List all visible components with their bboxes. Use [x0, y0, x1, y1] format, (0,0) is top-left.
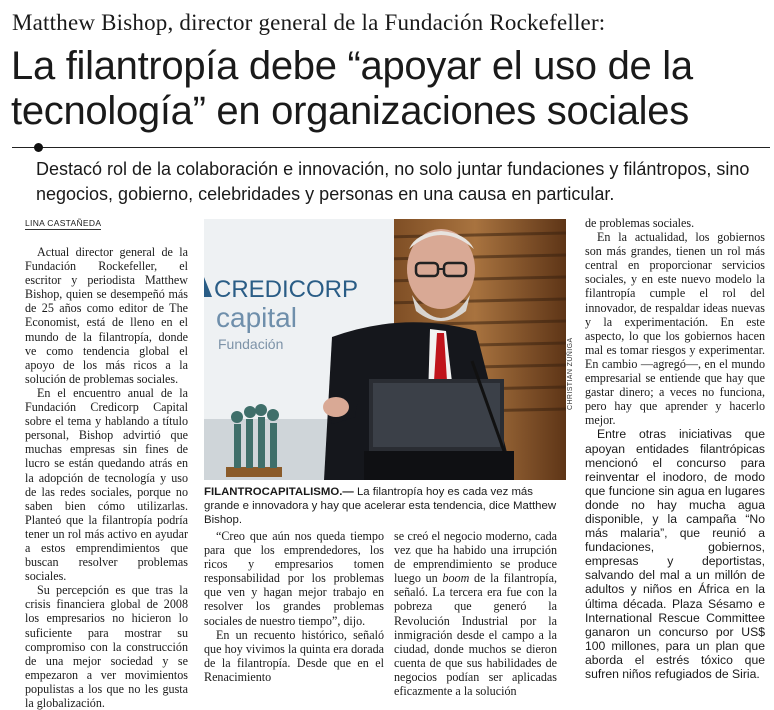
article-kicker: Matthew Bishop, director general de la Fundación Rockefeller: — [12, 10, 606, 35]
paragraph: En la actualidad, los gobiernos son más grandes, tienen un rol más central en proporcionar servicios sociales, y en este nuevo modelo la filantropía cumple el rol del innovador, de respaldar ideas nuevas y la experimentación. En este aspecto, lo que los gobiernos hacen mal es tomar riesgos y experimentar. En cambio —agregó—, en el mundo empresarial se entiende que hay que gastar dinero; a veces no funciona, pero hay que aprender y hacerlo mejor. — [585, 230, 765, 428]
column-2 — [204, 529, 384, 684]
caption-label: FILANTROCAPITALISMO.— — [204, 486, 354, 498]
sign-sub: capital — [216, 302, 297, 333]
rule-bullet-icon — [34, 143, 43, 152]
paragraph-emphasis: boom — [442, 571, 470, 586]
sign-foundation: Fundación — [218, 336, 284, 352]
paragraph: “Creo que aún nos queda tiempo para que los emprendedores, los ricos y empresarios tomen responsabilidad por los problemas que ven y hagan mejor trabajo en resolver los grandes problemas sociales de nuestro tiempo”, dijo. — [204, 529, 384, 628]
paragraph: Su percepción es que tras la crisis financiera global de 2008 los empresarios no hicieron lo suficiente para mostrar su compromiso con la construcción de una mejor sociedad y se empezaron a ver movimientos populistas a los que no les gusta la globalización. — [25, 583, 188, 710]
column-4 — [585, 216, 765, 681]
caption-text: La filantropía hoy es cada vez más grande e innovadora y hay que acelerar esta tendencia, dice Matthew Bishop. — [204, 486, 557, 526]
article-photo — [204, 219, 566, 480]
article-deck: Destacó rol de la colaboración e innovación, no solo juntar fundaciones y filántropos, sino negocios, gobierno, celebridades y personas en una causa en particular. — [36, 159, 750, 204]
column-3 — [394, 529, 557, 698]
paragraph: de problemas sociales. — [585, 216, 695, 230]
paragraph-text: de la filantropía, señaló. La tercera era fue con la pobreza que generó la Revolución Industrial por la inmigración desde el campo a la ciudad, donde muchos se dieron cuenta de que sus habilidades de negocios podían ser aplicadas eficazmente a la solución — [394, 571, 558, 699]
column-1 — [25, 245, 188, 710]
paragraph-text: se creó el negocio moderno, cada vez que ha habido una irrupción de emprendimiento se produce luego un — [394, 529, 557, 586]
photo-caption — [204, 485, 564, 527]
paragraph: Entre otras iniciativas que apoyan entidades filantrópicas mencionó el concurso para reinventar el inodoro, de modo que funcione sin agua en lugares donde no hay mucha agua disponible, y la campaña “No más malaria”, que reunió a fundaciones, gobiernos, empresas y deportistas, salvando del mal a un millón de adultos y niños en África en la última década. Plaza Sésamo e International Rescue Committee ganaron un concurso por US$ 100 millones, para un plan que aborda el estrés tóxico que sufren niños refugiados de Siria. — [585, 427, 765, 681]
headline-rule — [12, 147, 770, 148]
photo-credit: CHRISTIAN ZÚÑIGA — [567, 337, 574, 410]
paragraph: En el encuentro anual de la Fundación Credicorp Capital sobre el tema y hablando a título personal, Bishop advirtió que muchas empresas sin fines de lucro se están quedando atrás en la adopción de tecnología y uso de las redes sociales, porque no saben bien cómo utilizarlas. Planteó que la filantropía podría tener un rol más activo en ayudar a estos emprendimientos que buscan resolver problemas sociales. — [25, 385, 188, 584]
article-headline: La filantropía debe “apoyar el uso de la tecnología” en organizaciones sociales — [11, 44, 693, 133]
paragraph — [394, 529, 557, 698]
article-byline: LINA CASTAÑEDA — [25, 218, 102, 228]
paragraph: En un recuento histórico, señaló que hoy vivimos la quinta era dorada de la filantropía. Desde que en el Renacimiento — [204, 627, 384, 684]
sign-brand: CREDICORP — [214, 276, 359, 303]
paragraph: Actual director general de la Fundación Rockefeller, el escritor y periodista Matthew Bishop, quien se desempeñó más de 25 años como editor de The Economist, está de lleno en el mundo de la filantropía, donde ve como tendencia global el apoyo de los más ricos a la solución de problemas sociales. — [25, 245, 188, 386]
